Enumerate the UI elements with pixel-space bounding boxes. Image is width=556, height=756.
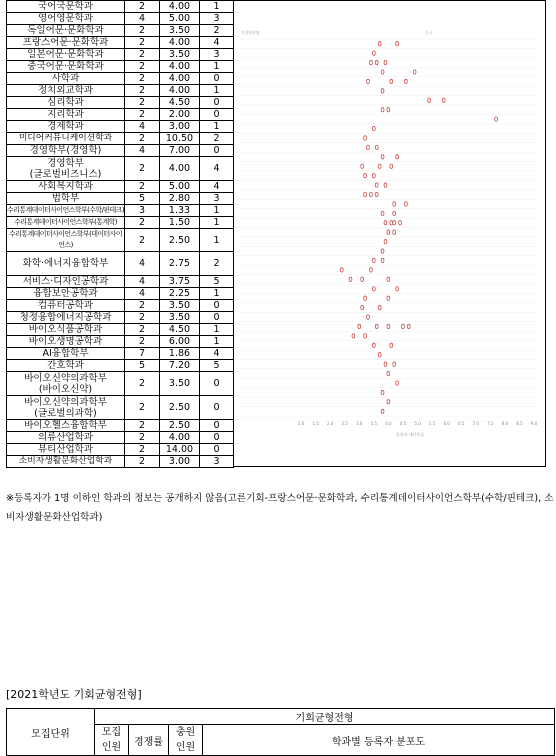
- data-point: [387, 107, 390, 111]
- recruit-count: 4: [125, 276, 160, 288]
- dept-name: 소비자생활문화산업학과: [7, 456, 125, 468]
- distribution-scatter-chart: [233, 1, 545, 468]
- table-row: [7, 25, 234, 37]
- data-point: [393, 221, 396, 225]
- additional-count: 0: [200, 312, 234, 324]
- data-point: [375, 60, 378, 64]
- additional-count: 2: [200, 252, 234, 276]
- additional-count: 1: [200, 85, 234, 97]
- table-row: [7, 456, 234, 468]
- data-point: [367, 315, 370, 319]
- dept-name: AI융합학부: [7, 348, 125, 360]
- dept-name: 바이오신약의과학부 (바이오신약): [7, 372, 125, 396]
- dept-name: 국어국문학과: [7, 1, 125, 13]
- data-point: [381, 89, 384, 93]
- recruit-count: 7: [125, 348, 160, 360]
- dept-name: 경제학과: [7, 121, 125, 133]
- dept-name: 바이오헬스융합학부: [7, 420, 125, 432]
- competition-rate: 10.50: [160, 133, 200, 145]
- data-point: [413, 70, 416, 74]
- recruit-count: 2: [125, 1, 160, 13]
- data-point: [364, 136, 367, 140]
- data-point: [393, 362, 396, 366]
- recruit-count: 2: [125, 133, 160, 145]
- additional-count: 2: [200, 133, 234, 145]
- dept-name: 수리통계데이터사이언스학부(데이터사이언스): [7, 229, 125, 252]
- competition-rate: 1.50: [160, 217, 200, 229]
- additional-count: 4: [200, 181, 234, 193]
- competition-rate: 1.86: [160, 348, 200, 360]
- recruit-count: 2: [125, 456, 160, 468]
- table-row: [7, 396, 234, 420]
- x-tick-label: 5.0: [414, 421, 421, 426]
- additional-count: 0: [200, 300, 234, 312]
- table-row: [7, 300, 234, 312]
- competition-rate: 2.75: [160, 252, 200, 276]
- table-row: [7, 372, 234, 396]
- x-tick-label: 3.5: [370, 421, 377, 426]
- x-tick-label: 1.5: [312, 421, 319, 426]
- data-point: [381, 409, 384, 413]
- competition-rate: 2.25: [160, 288, 200, 300]
- additional-count: 1: [200, 217, 234, 229]
- dept-name: 청정융합에너지공학과: [7, 312, 125, 324]
- x-tick-label: 7.0: [472, 421, 479, 426]
- admission-results-table: [6, 0, 234, 468]
- recruit-count: 5: [125, 193, 160, 205]
- data-point: [352, 334, 355, 338]
- dept-name: 경영학부(경영학): [7, 145, 125, 157]
- chart-header-label: 모집단위명: [241, 30, 260, 35]
- recruit-count: 2: [125, 372, 160, 396]
- additional-count: 0: [200, 73, 234, 85]
- competition-rate: 3.50: [160, 25, 200, 37]
- recruit-count: 2: [125, 336, 160, 348]
- dept-name: 서비스·디자인공학과: [7, 276, 125, 288]
- competition-rate: 5.00: [160, 181, 200, 193]
- recruit-count: 2: [125, 396, 160, 420]
- additional-count: 1: [200, 229, 234, 252]
- competition-rate: 4.00: [160, 61, 200, 73]
- footnote: ※등록자가 1명 이하인 학과의 정보는 공개하지 않음(고른기회-프랑스어문·문화학과, 수리통계데이터사이언스학부(수학/핀테크), 소비자생활문화산업학과): [6, 493, 554, 523]
- data-point: [390, 164, 393, 168]
- additional-count: 1: [200, 288, 234, 300]
- competition-rate: 4.00: [160, 1, 200, 13]
- data-point: [375, 192, 378, 196]
- table-row: [7, 360, 234, 372]
- additional-count: 0: [200, 420, 234, 432]
- dept-name: 영어영문학과: [7, 13, 125, 25]
- competition-rate: 5.00: [160, 13, 200, 25]
- data-point: [370, 60, 373, 64]
- table-row: [7, 1, 234, 13]
- recruit-count: 2: [125, 157, 160, 181]
- additional-count: 0: [200, 97, 234, 109]
- table-row: [7, 181, 234, 193]
- data-point: [387, 230, 390, 234]
- table-row: [7, 145, 234, 157]
- dept-name: 바이오생명공학과: [7, 336, 125, 348]
- competition-rate: 3.50: [160, 312, 200, 324]
- data-point: [378, 353, 381, 357]
- dept-name: 바이오식품공학과: [7, 324, 125, 336]
- data-point: [367, 79, 370, 83]
- header-dept: 모집단위: [7, 709, 95, 756]
- x-tick-label: 2.0: [326, 421, 334, 426]
- recruit-count: 4: [125, 121, 160, 133]
- data-point: [372, 343, 375, 347]
- data-point: [361, 305, 364, 309]
- competition-rate: 3.00: [160, 121, 200, 133]
- data-point: [381, 390, 384, 394]
- x-tick-label: 3.0: [356, 421, 363, 426]
- recruit-count: 2: [125, 37, 160, 49]
- data-point: [387, 296, 390, 300]
- additional-count: 3: [200, 456, 234, 468]
- data-point: [372, 258, 375, 262]
- competition-rate: 3.50: [160, 372, 200, 396]
- x-tick-label: 4.5: [399, 421, 407, 426]
- data-point: [372, 126, 375, 130]
- competition-rate: 4.50: [160, 324, 200, 336]
- competition-rate: 7.00: [160, 145, 200, 157]
- competition-rate: 2.50: [160, 396, 200, 420]
- data-point: [375, 183, 378, 187]
- data-point: [404, 202, 407, 206]
- dept-name: 법학부: [7, 193, 125, 205]
- data-point: [384, 183, 387, 187]
- table-row: [7, 97, 234, 109]
- dept-name: 프랑스어문·문화학과: [7, 37, 125, 49]
- dept-name: 사회복지학과: [7, 181, 125, 193]
- recruit-count: 2: [125, 61, 160, 73]
- table-row: [7, 109, 234, 121]
- competition-rate: 3.50: [160, 300, 200, 312]
- recruit-count: 5: [125, 360, 160, 372]
- dept-name: 화학·에너지융합학부: [7, 252, 125, 276]
- recruit-count: 2: [125, 432, 160, 444]
- table-row: [7, 336, 234, 348]
- admission-results-table-area: [6, 0, 233, 468]
- table-row: [7, 288, 234, 300]
- x-tick-label: 8.5: [516, 421, 523, 426]
- dept-name: 일본어문·문화학과: [7, 49, 125, 61]
- competition-rate: 3.75: [160, 276, 200, 288]
- data-point: [372, 51, 375, 55]
- data-point: [390, 221, 393, 225]
- recruit-count: 2: [125, 217, 160, 229]
- data-point: [387, 400, 390, 404]
- data-point: [349, 277, 352, 281]
- data-point: [407, 324, 410, 328]
- data-point: [358, 324, 361, 328]
- table-row: [7, 85, 234, 97]
- additional-count: 3: [200, 13, 234, 25]
- data-point: [381, 211, 384, 215]
- recruit-count: 2: [125, 181, 160, 193]
- recruit-count: 4: [125, 145, 160, 157]
- x-tick-label: 6.5: [458, 421, 465, 426]
- recruit-count: 2: [125, 97, 160, 109]
- table-row: [7, 229, 234, 252]
- data-point: [396, 287, 399, 291]
- table-row: [7, 276, 234, 288]
- additional-count: 1: [200, 205, 234, 217]
- competition-rate: 3.00: [160, 456, 200, 468]
- additional-count: 0: [200, 109, 234, 121]
- data-point: [381, 70, 384, 74]
- recruit-count: 2: [125, 229, 160, 252]
- section-title: [2021학년도 기회균형전형]: [6, 688, 142, 701]
- x-tick-label: 1.0: [297, 421, 305, 426]
- table-row: [7, 61, 234, 73]
- data-point: [393, 211, 396, 215]
- table-row: [7, 205, 234, 217]
- chart-header-unit: 등급: [425, 30, 433, 35]
- data-point: [381, 155, 384, 159]
- recruit-count: 2: [125, 73, 160, 85]
- dept-name: 미디어커뮤니케이션학과: [7, 133, 125, 145]
- additional-count: 1: [200, 336, 234, 348]
- header-extra: 충원 인원: [169, 725, 203, 756]
- x-tick-label: 8.0: [501, 421, 509, 426]
- data-point: [364, 334, 367, 338]
- dept-name: 수리통계데이터사이언스학부(수학/핀테크): [7, 205, 125, 217]
- data-point: [442, 98, 445, 102]
- table-row: [7, 193, 234, 205]
- header-group: 기회균형전형: [95, 709, 555, 725]
- x-tick-label: 4.0: [385, 421, 392, 426]
- additional-count: 5: [200, 276, 234, 288]
- data-point: [387, 324, 390, 328]
- data-point: [428, 98, 431, 102]
- dept-name: 심리학과: [7, 97, 125, 109]
- recruit-count: 2: [125, 49, 160, 61]
- recruit-count: 4: [125, 13, 160, 25]
- data-point: [378, 42, 381, 46]
- additional-count: 0: [200, 444, 234, 456]
- recruit-count: 4: [125, 252, 160, 276]
- recruit-count: 2: [125, 444, 160, 456]
- header-recruit: 모집 인원: [95, 725, 129, 756]
- data-point: [372, 287, 375, 291]
- data-point: [396, 155, 399, 159]
- dept-name: 간호학과: [7, 360, 125, 372]
- additional-count: 0: [200, 145, 234, 157]
- table-row: [7, 49, 234, 61]
- data-point: [384, 60, 387, 64]
- competition-rate: 1.33: [160, 205, 200, 217]
- recruit-count: 2: [125, 85, 160, 97]
- table-row: [7, 348, 234, 360]
- data-point: [364, 296, 367, 300]
- competition-rate: 3.50: [160, 49, 200, 61]
- data-point: [361, 277, 364, 281]
- data-point: [396, 42, 399, 46]
- data-point: [361, 164, 364, 168]
- additional-count: 3: [200, 193, 234, 205]
- table-row: [7, 13, 234, 25]
- x-axis-label: 등록자 내신등급: [395, 432, 425, 437]
- x-tick-label: 6.0: [443, 421, 450, 426]
- competition-rate: 2.80: [160, 193, 200, 205]
- x-tick-label: 5.5: [428, 421, 436, 426]
- additional-count: 4: [200, 37, 234, 49]
- x-tick-label: 7.5: [487, 421, 494, 426]
- additional-count: 1: [200, 1, 234, 13]
- competition-rate: 7.20: [160, 360, 200, 372]
- additional-count: 4: [200, 348, 234, 360]
- data-point: [340, 268, 343, 272]
- dept-name: 융합보안공학과: [7, 288, 125, 300]
- data-point: [364, 173, 367, 177]
- recruit-count: 2: [125, 324, 160, 336]
- additional-count: 0: [200, 396, 234, 420]
- table-row: [7, 444, 234, 456]
- x-tick-label: 9.0: [530, 421, 538, 426]
- data-point: [393, 230, 396, 234]
- data-point: [370, 268, 373, 272]
- dept-name: 사학과: [7, 73, 125, 85]
- additional-count: 5: [200, 360, 234, 372]
- additional-count: 3: [200, 49, 234, 61]
- data-point: [393, 202, 396, 206]
- additional-count: 2: [200, 25, 234, 37]
- data-point: [399, 221, 402, 225]
- competition-rate: 4.00: [160, 157, 200, 181]
- data-point: [495, 117, 498, 121]
- additional-count: 0: [200, 372, 234, 396]
- additional-count: 4: [200, 157, 234, 181]
- dept-name: 의류산업학과: [7, 432, 125, 444]
- additional-count: 1: [200, 121, 234, 133]
- data-point: [387, 371, 390, 375]
- table-row: [7, 312, 234, 324]
- additional-count: 1: [200, 324, 234, 336]
- dept-name: 지리학과: [7, 109, 125, 121]
- dept-name: 수리통계데이터사이언스학부(통계학): [7, 217, 125, 229]
- recruit-count: 4: [125, 288, 160, 300]
- data-point: [370, 192, 373, 196]
- table-row: [7, 324, 234, 336]
- table-row: [7, 37, 234, 49]
- header-distribution: 학과별 등록자 분포도: [203, 725, 555, 756]
- table-row: [7, 217, 234, 229]
- table-row: [7, 420, 234, 432]
- additional-count: 0: [200, 432, 234, 444]
- recruit-count: 2: [125, 420, 160, 432]
- recruit-count: 2: [125, 25, 160, 37]
- x-tick-label: 2.5: [341, 421, 348, 426]
- recruit-count: 3: [125, 205, 160, 217]
- recruit-count: 2: [125, 300, 160, 312]
- data-point: [384, 221, 387, 225]
- data-point: [381, 258, 384, 262]
- data-point: [381, 249, 384, 253]
- competition-rate: 14.00: [160, 444, 200, 456]
- additional-count: 1: [200, 61, 234, 73]
- data-point: [367, 145, 370, 149]
- competition-rate: 4.50: [160, 97, 200, 109]
- table-row: [7, 157, 234, 181]
- header-rate: 경쟁률: [129, 725, 169, 756]
- table-row: [7, 133, 234, 145]
- dept-name: 뷰티산업학과: [7, 444, 125, 456]
- data-point: [381, 107, 384, 111]
- recruit-count: 2: [125, 312, 160, 324]
- recruit-count: 2: [125, 109, 160, 121]
- competition-rate: 4.00: [160, 432, 200, 444]
- dept-name: 정치외교학과: [7, 85, 125, 97]
- dept-name: 독일어문·문화학과: [7, 25, 125, 37]
- competition-rate: 4.00: [160, 85, 200, 97]
- data-point: [384, 362, 387, 366]
- dept-name: 경영학부 (글로벌비즈니스): [7, 157, 125, 181]
- data-point: [402, 324, 405, 328]
- data-point: [378, 164, 381, 168]
- data-point: [375, 324, 378, 328]
- table-row: [7, 432, 234, 444]
- dept-name: 중국어문·문화학과: [7, 61, 125, 73]
- data-point: [372, 173, 375, 177]
- competition-rate: 4.00: [160, 73, 200, 85]
- table-row: [7, 252, 234, 276]
- data-point: [390, 343, 393, 347]
- competition-rate: 6.00: [160, 336, 200, 348]
- dept-name: 바이오신약의과학부 (글로벌의과학): [7, 396, 125, 420]
- data-point: [387, 277, 390, 281]
- data-point: [375, 145, 378, 149]
- data-point: [396, 381, 399, 385]
- data-point: [384, 239, 387, 243]
- distribution-chart-cell: [233, 0, 546, 467]
- table-row: [7, 73, 234, 85]
- next-table-header: [6, 708, 555, 756]
- dept-name: 컴퓨터공학과: [7, 300, 125, 312]
- data-point: [364, 192, 367, 196]
- data-point: [404, 79, 407, 83]
- competition-rate: 4.00: [160, 37, 200, 49]
- competition-rate: 2.50: [160, 229, 200, 252]
- data-point: [390, 79, 393, 83]
- data-point: [378, 305, 381, 309]
- competition-rate: 2.50: [160, 420, 200, 432]
- competition-rate: 2.00: [160, 109, 200, 121]
- table-row: [7, 121, 234, 133]
